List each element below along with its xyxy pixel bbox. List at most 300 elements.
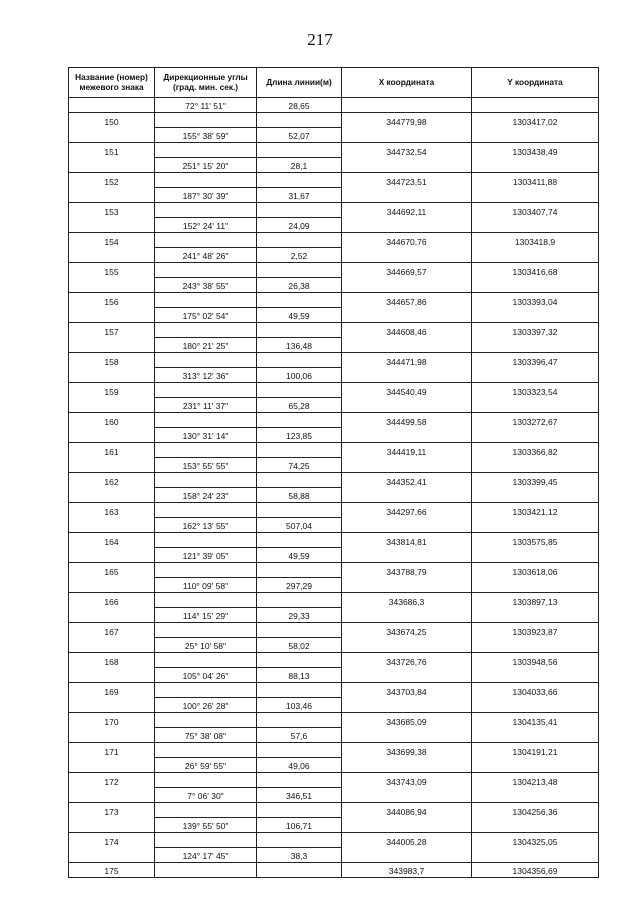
empty-cell (155, 653, 257, 668)
segment-row (69, 128, 599, 143)
empty-cell (472, 518, 599, 533)
empty-cell (155, 263, 257, 278)
empty-cell (342, 728, 472, 743)
empty-cell (257, 443, 342, 458)
point-name: 172 (69, 773, 155, 788)
line-length: 58,88 (257, 488, 342, 503)
empty-cell (155, 533, 257, 548)
line-length: 58,02 (257, 638, 342, 653)
point-name: 163 (69, 503, 155, 518)
point-row (69, 173, 599, 188)
point-row (69, 743, 599, 758)
empty-cell (69, 218, 155, 233)
point-row (69, 533, 599, 548)
empty-cell (257, 653, 342, 668)
x-coordinate: 344692,11 (342, 203, 472, 218)
empty-cell (155, 143, 257, 158)
point-row (69, 443, 599, 458)
direction-angle: 121° 39' 05" (155, 548, 257, 563)
empty-cell (257, 623, 342, 638)
empty-cell (69, 638, 155, 653)
page-number: 217 (307, 30, 333, 49)
empty-cell (155, 503, 257, 518)
empty-cell (342, 518, 472, 533)
direction-angle: 251° 15' 20" (155, 158, 257, 173)
empty-cell (342, 98, 472, 113)
direction-angle: 75° 38' 08" (155, 728, 257, 743)
empty-cell (472, 578, 599, 593)
y-coordinate: 1303399,45 (472, 473, 599, 488)
segment-row (69, 818, 599, 833)
header-name: Название (номер) межевого знака (69, 68, 155, 98)
empty-cell (342, 308, 472, 323)
empty-cell (342, 248, 472, 263)
line-length: 49,59 (257, 548, 342, 563)
empty-cell (342, 758, 472, 773)
x-coordinate: 344670,76 (342, 233, 472, 248)
empty-cell (472, 218, 599, 233)
empty-cell (155, 863, 257, 878)
empty-cell (257, 143, 342, 158)
segment-row (69, 488, 599, 503)
empty-cell (69, 458, 155, 473)
empty-cell (257, 173, 342, 188)
empty-cell (257, 563, 342, 578)
y-coordinate: 1304325,05 (472, 833, 599, 848)
empty-cell (69, 548, 155, 563)
direction-angle: 26° 59' 55" (155, 758, 257, 773)
line-length: 28,65 (257, 98, 342, 113)
x-coordinate: 343743,09 (342, 773, 472, 788)
empty-cell (155, 623, 257, 638)
x-coordinate: 343674,25 (342, 623, 472, 638)
empty-cell (342, 698, 472, 713)
y-coordinate: 1303272,67 (472, 413, 599, 428)
y-coordinate: 1304256,36 (472, 803, 599, 818)
empty-cell (342, 338, 472, 353)
direction-angle: 162° 13' 55" (155, 518, 257, 533)
empty-cell (257, 593, 342, 608)
empty-cell (472, 398, 599, 413)
direction-angle: 110° 09' 58" (155, 578, 257, 593)
empty-cell (342, 368, 472, 383)
point-row (69, 473, 599, 488)
line-length: 29,33 (257, 608, 342, 623)
empty-cell (69, 398, 155, 413)
line-length: 507,04 (257, 518, 342, 533)
empty-cell (69, 98, 155, 113)
x-coordinate: 343814,81 (342, 533, 472, 548)
point-name: 164 (69, 533, 155, 548)
direction-angle: 153° 55' 55" (155, 458, 257, 473)
empty-cell (257, 473, 342, 488)
empty-cell (69, 698, 155, 713)
empty-cell (155, 353, 257, 368)
direction-angle: 114° 15' 29" (155, 608, 257, 623)
header-length: Длина линии(м) (257, 68, 342, 98)
empty-cell (155, 773, 257, 788)
empty-cell (155, 413, 257, 428)
empty-cell (472, 158, 599, 173)
point-row (69, 593, 599, 608)
x-coordinate: 344499,58 (342, 413, 472, 428)
empty-cell (155, 233, 257, 248)
point-name: 159 (69, 383, 155, 398)
direction-angle: 100° 26' 28" (155, 698, 257, 713)
empty-cell (69, 248, 155, 263)
segment-row (69, 608, 599, 623)
segment-row (69, 758, 599, 773)
empty-cell (342, 638, 472, 653)
point-row (69, 503, 599, 518)
empty-cell (257, 773, 342, 788)
boundary-coordinates-table (68, 67, 599, 878)
empty-cell (257, 413, 342, 428)
y-coordinate: 1303948,56 (472, 653, 599, 668)
header-angle: Дирекционные углы (град. мин. сек.) (155, 68, 257, 98)
y-coordinate: 1303366,82 (472, 443, 599, 458)
empty-cell (472, 698, 599, 713)
line-length: 74,25 (257, 458, 342, 473)
segment-row (69, 788, 599, 803)
empty-cell (472, 98, 599, 113)
y-coordinate: 1303897,13 (472, 593, 599, 608)
point-name: 157 (69, 323, 155, 338)
empty-cell (342, 188, 472, 203)
line-length: 57,6 (257, 728, 342, 743)
y-coordinate: 1304135,41 (472, 713, 599, 728)
x-coordinate: 343685,09 (342, 713, 472, 728)
empty-cell (472, 368, 599, 383)
point-row (69, 653, 599, 668)
empty-cell (155, 203, 257, 218)
empty-cell (472, 458, 599, 473)
point-name: 167 (69, 623, 155, 638)
empty-cell (257, 743, 342, 758)
direction-angle: 7° 06' 30" (155, 788, 257, 803)
point-row (69, 713, 599, 728)
direction-angle: 124° 17' 45" (155, 848, 257, 863)
empty-cell (342, 668, 472, 683)
y-coordinate: 1304356,69 (472, 863, 599, 878)
y-coordinate: 1303416,68 (472, 263, 599, 278)
empty-cell (69, 488, 155, 503)
empty-cell (472, 278, 599, 293)
empty-cell (69, 308, 155, 323)
point-name: 156 (69, 293, 155, 308)
header-x: X координата (342, 68, 472, 98)
empty-cell (257, 323, 342, 338)
segment-row (69, 278, 599, 293)
empty-cell (155, 713, 257, 728)
segment-row (69, 428, 599, 443)
point-name: 161 (69, 443, 155, 458)
direction-angle: 241° 48' 26" (155, 248, 257, 263)
direction-angle: 130° 31' 14" (155, 428, 257, 443)
empty-cell (472, 758, 599, 773)
table-header-row (69, 68, 599, 98)
empty-cell (257, 233, 342, 248)
empty-cell (257, 353, 342, 368)
x-coordinate: 343686,3 (342, 593, 472, 608)
empty-cell (472, 668, 599, 683)
x-coordinate: 343699,38 (342, 743, 472, 758)
point-row (69, 263, 599, 278)
point-row (69, 323, 599, 338)
empty-cell (472, 638, 599, 653)
y-coordinate: 1303417,02 (472, 113, 599, 128)
line-length: 136,48 (257, 338, 342, 353)
line-length: 28,1 (257, 158, 342, 173)
y-coordinate: 1303396,47 (472, 353, 599, 368)
x-coordinate: 343788,79 (342, 563, 472, 578)
empty-cell (342, 278, 472, 293)
empty-cell (155, 833, 257, 848)
y-coordinate: 1303438,49 (472, 143, 599, 158)
point-name: 152 (69, 173, 155, 188)
point-name: 166 (69, 593, 155, 608)
empty-cell (342, 128, 472, 143)
segment-row (69, 308, 599, 323)
x-coordinate: 344723,51 (342, 173, 472, 188)
direction-angle: 152° 24' 11" (155, 218, 257, 233)
empty-cell (69, 518, 155, 533)
point-row (69, 113, 599, 128)
empty-cell (155, 383, 257, 398)
empty-cell (155, 113, 257, 128)
line-length: 106,71 (257, 818, 342, 833)
line-length: 100,06 (257, 368, 342, 383)
empty-cell (257, 503, 342, 518)
x-coordinate: 343703,84 (342, 683, 472, 698)
y-coordinate: 1303618,06 (472, 563, 599, 578)
point-name: 153 (69, 203, 155, 218)
point-name: 168 (69, 653, 155, 668)
y-coordinate: 1304033,66 (472, 683, 599, 698)
header-y: Y координата (472, 68, 599, 98)
point-row (69, 413, 599, 428)
y-coordinate: 1303923,87 (472, 623, 599, 638)
empty-cell (342, 398, 472, 413)
y-coordinate: 1303397,32 (472, 323, 599, 338)
x-coordinate: 344086,94 (342, 803, 472, 818)
empty-cell (69, 368, 155, 383)
empty-cell (69, 158, 155, 173)
empty-cell (472, 248, 599, 263)
segment-row (69, 518, 599, 533)
point-name: 171 (69, 743, 155, 758)
empty-cell (257, 383, 342, 398)
x-coordinate: 344657,86 (342, 293, 472, 308)
x-coordinate: 344732,54 (342, 143, 472, 158)
point-row (69, 353, 599, 368)
segment-row (69, 638, 599, 653)
point-row (69, 803, 599, 818)
empty-cell (342, 488, 472, 503)
point-row (69, 293, 599, 308)
line-length: 65,28 (257, 398, 342, 413)
line-length: 88,13 (257, 668, 342, 683)
point-row (69, 143, 599, 158)
line-length: 38,3 (257, 848, 342, 863)
point-name: 162 (69, 473, 155, 488)
x-coordinate: 344352,41 (342, 473, 472, 488)
segment-row (69, 848, 599, 863)
empty-cell (69, 758, 155, 773)
empty-cell (257, 803, 342, 818)
point-row (69, 773, 599, 788)
segment-row (69, 728, 599, 743)
empty-cell (472, 128, 599, 143)
segment-row (69, 98, 599, 113)
x-coordinate: 343726,76 (342, 653, 472, 668)
y-coordinate: 1303418,9 (472, 233, 599, 248)
empty-cell (155, 293, 257, 308)
point-row (69, 683, 599, 698)
point-row (69, 563, 599, 578)
line-length: 31,67 (257, 188, 342, 203)
point-row (69, 863, 599, 878)
direction-angle: 231° 11' 37" (155, 398, 257, 413)
x-coordinate: 343983,7 (342, 863, 472, 878)
empty-cell (472, 608, 599, 623)
point-name: 160 (69, 413, 155, 428)
empty-cell (155, 323, 257, 338)
empty-cell (342, 818, 472, 833)
empty-cell (69, 578, 155, 593)
x-coordinate: 344005,28 (342, 833, 472, 848)
point-name: 151 (69, 143, 155, 158)
empty-cell (472, 188, 599, 203)
empty-cell (69, 728, 155, 743)
empty-cell (257, 533, 342, 548)
empty-cell (342, 608, 472, 623)
x-coordinate: 344779,98 (342, 113, 472, 128)
table-body (69, 98, 599, 878)
point-row (69, 623, 599, 638)
point-name: 158 (69, 353, 155, 368)
y-coordinate: 1303421,12 (472, 503, 599, 518)
empty-cell (155, 173, 257, 188)
empty-cell (257, 293, 342, 308)
segment-row (69, 698, 599, 713)
segment-row (69, 368, 599, 383)
empty-cell (472, 788, 599, 803)
x-coordinate: 344608,46 (342, 323, 472, 338)
point-row (69, 833, 599, 848)
empty-cell (472, 488, 599, 503)
empty-cell (155, 803, 257, 818)
line-length: 2,52 (257, 248, 342, 263)
point-row (69, 383, 599, 398)
segment-row (69, 548, 599, 563)
direction-angle: 72° 11' 51" (155, 98, 257, 113)
empty-cell (342, 428, 472, 443)
point-name: 165 (69, 563, 155, 578)
empty-cell (69, 848, 155, 863)
empty-cell (342, 158, 472, 173)
direction-angle: 180° 21' 25" (155, 338, 257, 353)
x-coordinate: 344471,98 (342, 353, 472, 368)
empty-cell (69, 608, 155, 623)
x-coordinate: 344419,11 (342, 443, 472, 458)
segment-row (69, 398, 599, 413)
empty-cell (257, 113, 342, 128)
point-row (69, 233, 599, 248)
empty-cell (257, 683, 342, 698)
x-coordinate: 344669,57 (342, 263, 472, 278)
empty-cell (342, 578, 472, 593)
line-length: 103,46 (257, 698, 342, 713)
empty-cell (257, 713, 342, 728)
point-name: 170 (69, 713, 155, 728)
y-coordinate: 1303407,74 (472, 203, 599, 218)
empty-cell (472, 548, 599, 563)
line-length: 123,85 (257, 428, 342, 443)
empty-cell (155, 473, 257, 488)
direction-angle: 139° 55' 50" (155, 818, 257, 833)
line-length: 49,59 (257, 308, 342, 323)
segment-row (69, 458, 599, 473)
line-length: 346,51 (257, 788, 342, 803)
empty-cell (155, 443, 257, 458)
segment-row (69, 248, 599, 263)
empty-cell (472, 818, 599, 833)
empty-cell (472, 338, 599, 353)
segment-row (69, 188, 599, 203)
y-coordinate: 1303393,04 (472, 293, 599, 308)
empty-cell (257, 263, 342, 278)
empty-cell (257, 833, 342, 848)
empty-cell (69, 128, 155, 143)
line-length: 297,29 (257, 578, 342, 593)
line-length: 49,06 (257, 758, 342, 773)
direction-angle: 25° 10' 58" (155, 638, 257, 653)
empty-cell (257, 203, 342, 218)
direction-angle: 243° 38' 55" (155, 278, 257, 293)
direction-angle: 158° 24' 23" (155, 488, 257, 503)
empty-cell (155, 593, 257, 608)
segment-row (69, 158, 599, 173)
empty-cell (69, 788, 155, 803)
direction-angle: 155° 38' 59" (155, 128, 257, 143)
empty-cell (69, 818, 155, 833)
empty-cell (472, 848, 599, 863)
empty-cell (69, 188, 155, 203)
segment-row (69, 218, 599, 233)
segment-row (69, 578, 599, 593)
empty-cell (472, 308, 599, 323)
point-name: 174 (69, 833, 155, 848)
point-name: 150 (69, 113, 155, 128)
empty-cell (257, 863, 342, 878)
x-coordinate: 344297,66 (342, 503, 472, 518)
line-length: 24,09 (257, 218, 342, 233)
y-coordinate: 1303411,88 (472, 173, 599, 188)
y-coordinate: 1303323,54 (472, 383, 599, 398)
point-name: 175 (69, 863, 155, 878)
y-coordinate: 1304191,21 (472, 743, 599, 758)
empty-cell (342, 458, 472, 473)
point-name: 173 (69, 803, 155, 818)
point-name: 154 (69, 233, 155, 248)
empty-cell (342, 788, 472, 803)
empty-cell (155, 683, 257, 698)
empty-cell (342, 218, 472, 233)
empty-cell (69, 338, 155, 353)
empty-cell (155, 743, 257, 758)
y-coordinate: 1303575,85 (472, 533, 599, 548)
